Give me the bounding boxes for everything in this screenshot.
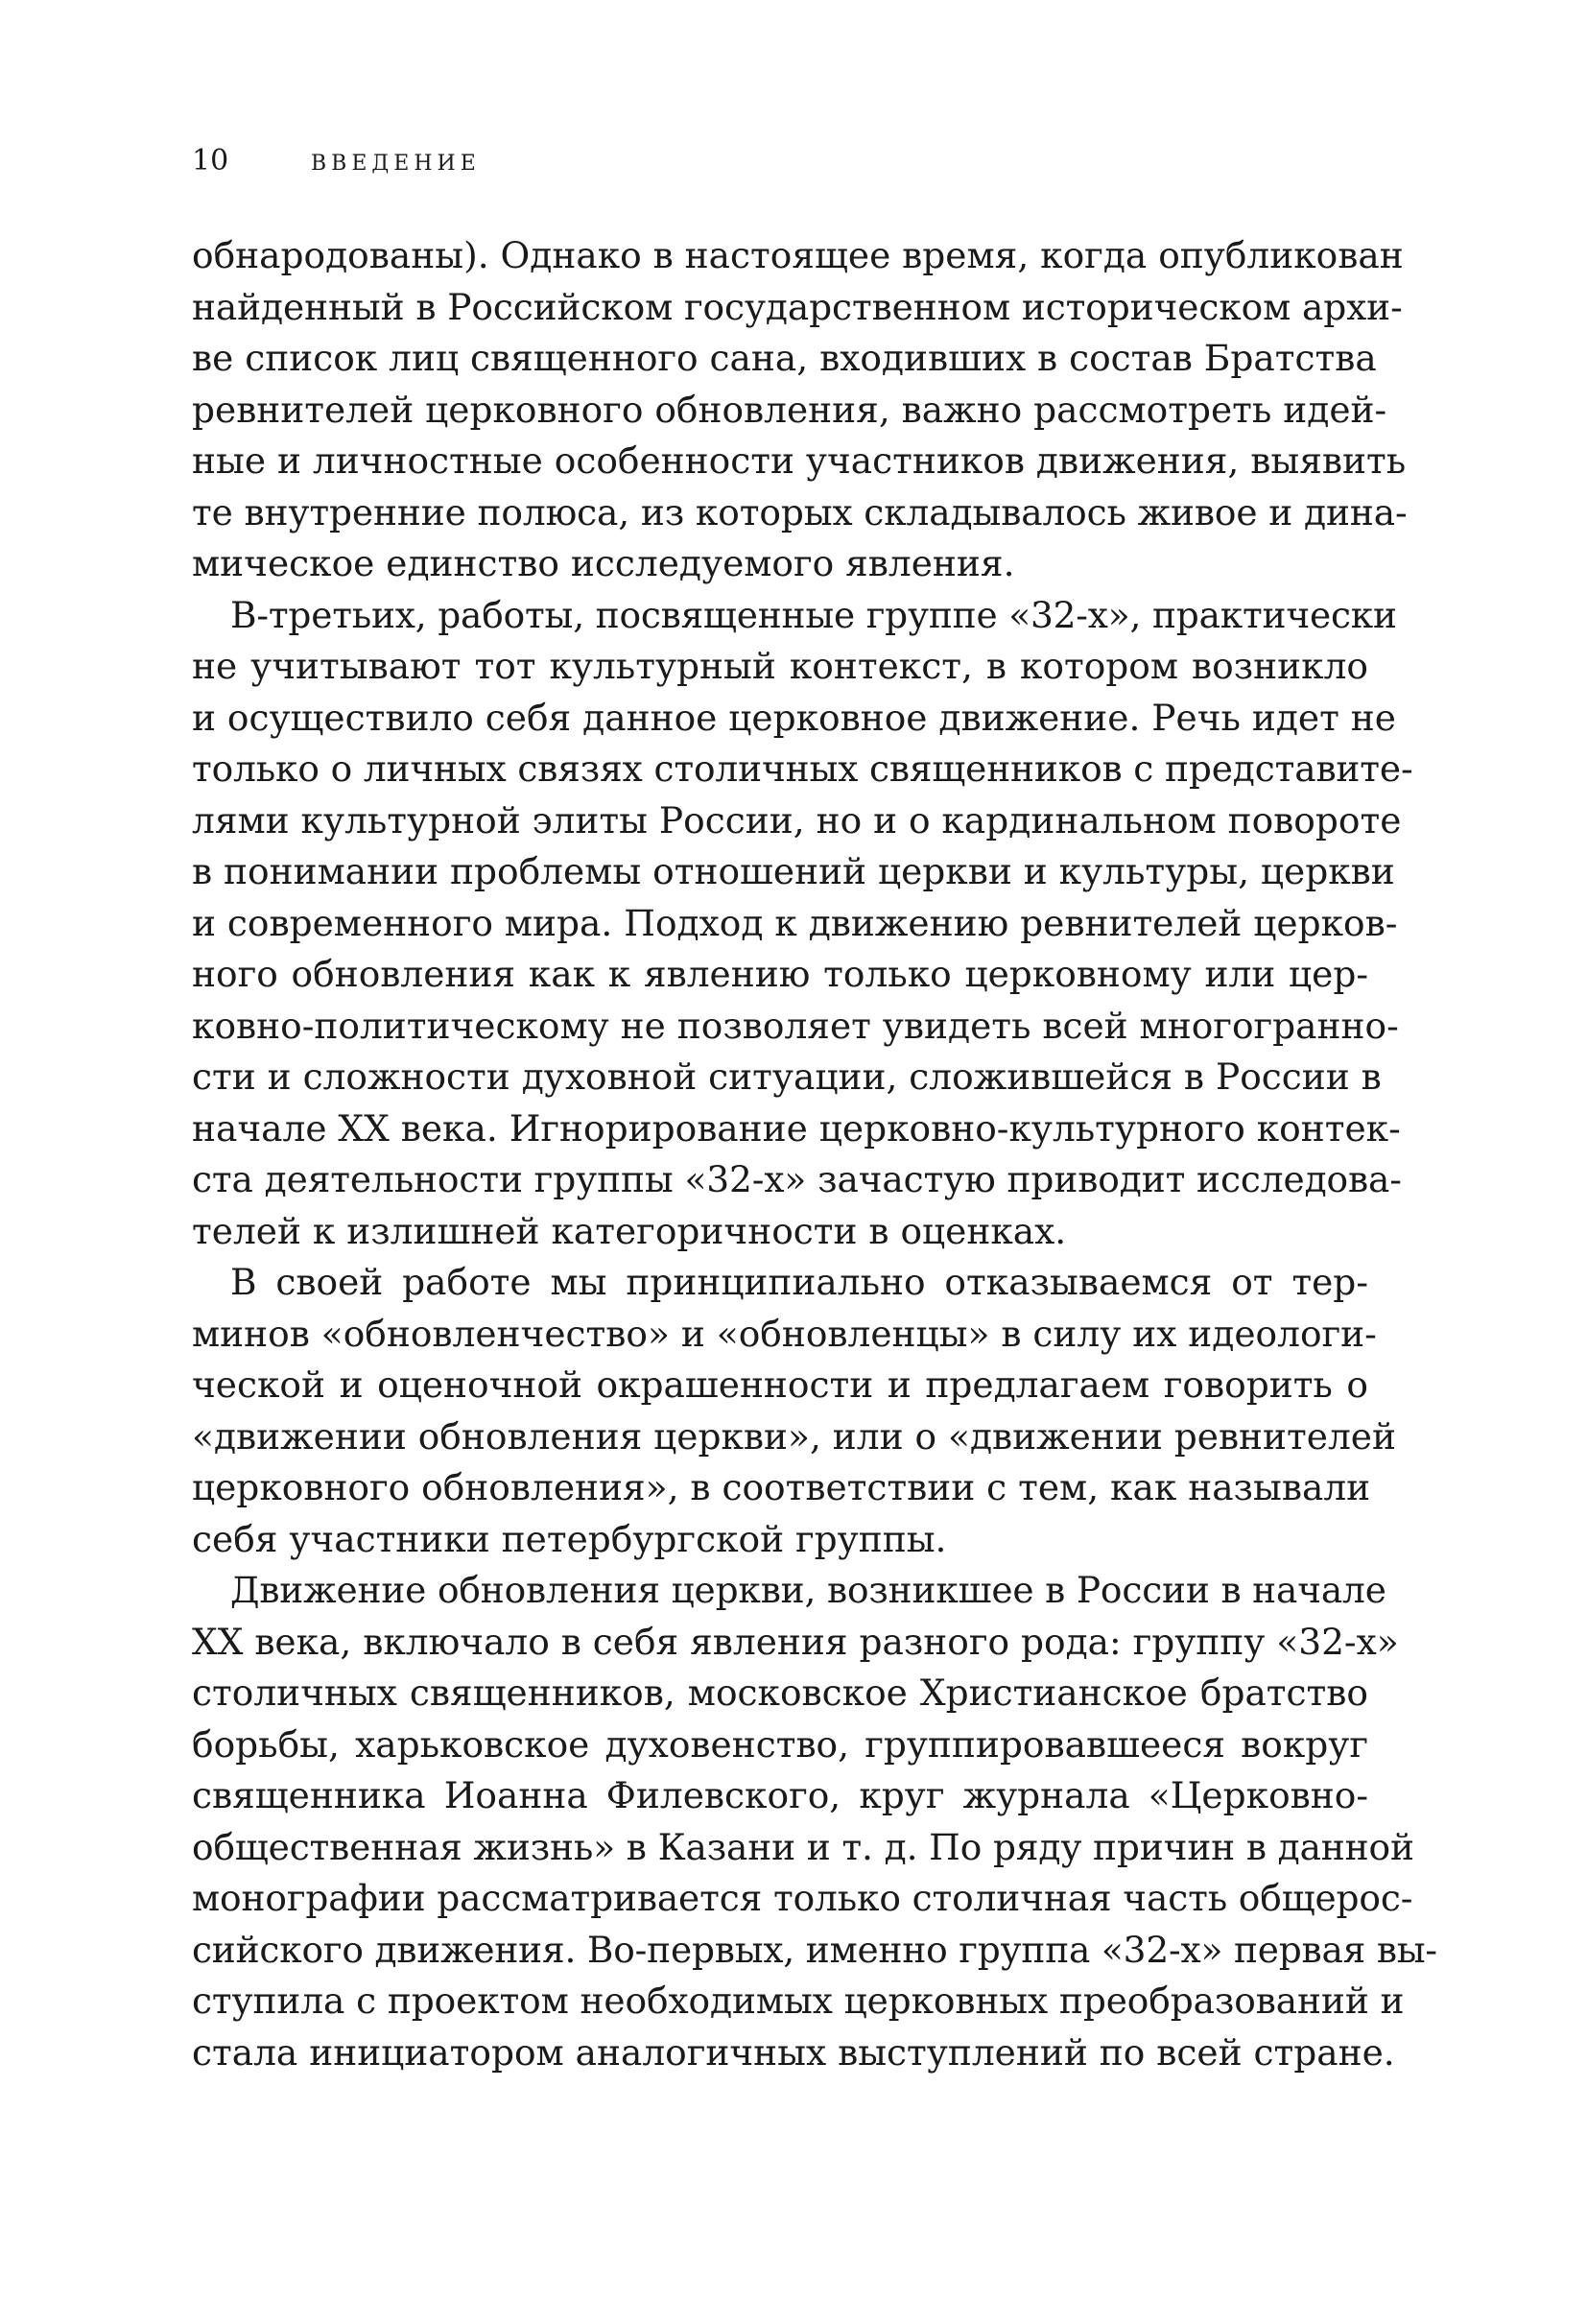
text-line: священника Иоанна Филевского, круг журнала «Церковно- [192,1774,1368,1816]
text-line: найденный в Российском государственном историческом архи- [192,285,1403,328]
text-line: не учитывают тот культурный контекст, в котором возникло [192,645,1368,687]
text-line: ста деятельности группы «32-х» зачастую приводит исследова- [192,1158,1402,1200]
text-line: В-третьих, работы, посвященные группе «32-х», практически [230,593,1397,636]
text-line: в понимании проблемы отношений церкви и культуры, церкви [192,850,1395,892]
text-line: телей к излишней категоричности в оценках. [192,1209,1067,1252]
text-line: ческой и оценочной окрашенности и предлагаем говорить о [192,1364,1368,1406]
text-line: начале XX века. Игнорирование церковно-культурного контек- [192,1106,1401,1150]
paragraph [192,230,1408,590]
text-line: те внутренние полюса, из которых складывалось живое и дина- [192,490,1408,534]
text-line: и современного мира. Подход к движению ревнителей церков- [192,901,1398,944]
text-line: сийского движения. Во-первых, именно группа «32-х» первая вы- [192,1928,1437,1971]
text-line: монографии рассматривается только столичная часть общерос- [192,1877,1413,1919]
text-line: ковно-политическому не позволяет увидеть всей многогранно- [192,1004,1399,1047]
page-number: 10 [192,144,229,178]
text-line: борьбы, харьковское духовенство, группировавшееся вокруг [192,1722,1368,1766]
section-title: ВВЕДЕНИЕ [311,152,481,176]
text-line: сти и сложности духовной ситуации, сложившейся в России в [192,1055,1382,1098]
text-line: «движении обновления церкви», или о «движении ревнителей [192,1414,1396,1458]
running-head [192,144,481,182]
text-line: стала инициатором аналогичных выступлений по всей стране. [192,2030,1395,2074]
text-line: общественная жизнь» в Казани и т. д. По ряду причин в данной [192,1825,1414,1868]
paragraph [192,590,1413,1258]
text-line: себя участники петербургской группы. [192,1517,947,1560]
text-line: мическое единство исследуемого явления. [192,542,1015,584]
paragraph [192,1257,1396,1565]
text-line: ного обновления как к явлению только церковному или цер- [192,953,1368,995]
text-line: Движение обновления церкви, возникшее в России в начале [230,1569,1386,1611]
text-line: ве список лиц священного сана, входивших в состав Братства [192,337,1377,379]
text-line: только о личных связях столичных священников с представите- [192,747,1413,790]
paragraph [192,1565,1437,2078]
text-line: ные и личностные особенности участников движения, выявить [192,439,1407,482]
text-line: столичных священников, московское Христианское братство [192,1672,1368,1714]
text-line: лями культурной элиты России, но и о кардинальном повороте [192,798,1402,842]
text-line: ревнителей церковного обновления, важно рассмотреть идей- [192,388,1387,431]
text-line: обнародованы). Однако в настоящее время, когда опубликован [192,234,1404,276]
text-line: церковного обновления», в соответствии с тем, как называли [192,1466,1371,1508]
body-text [192,230,1437,2078]
text-line: минов «обновленчество» и «обновленцы» в силу их идеологи- [192,1312,1377,1355]
text-line: В своей работе мы принципиально отказываемся от тер- [230,1261,1368,1303]
text-line: ступила с проектом необходимых церковных преобразований и [192,1980,1405,2022]
text-line: XX века, включало в себя явления разного рода: группу «32-х» [192,1620,1399,1663]
text-line: и осуществило себя данное церковное движение. Речь идет не [192,696,1396,739]
